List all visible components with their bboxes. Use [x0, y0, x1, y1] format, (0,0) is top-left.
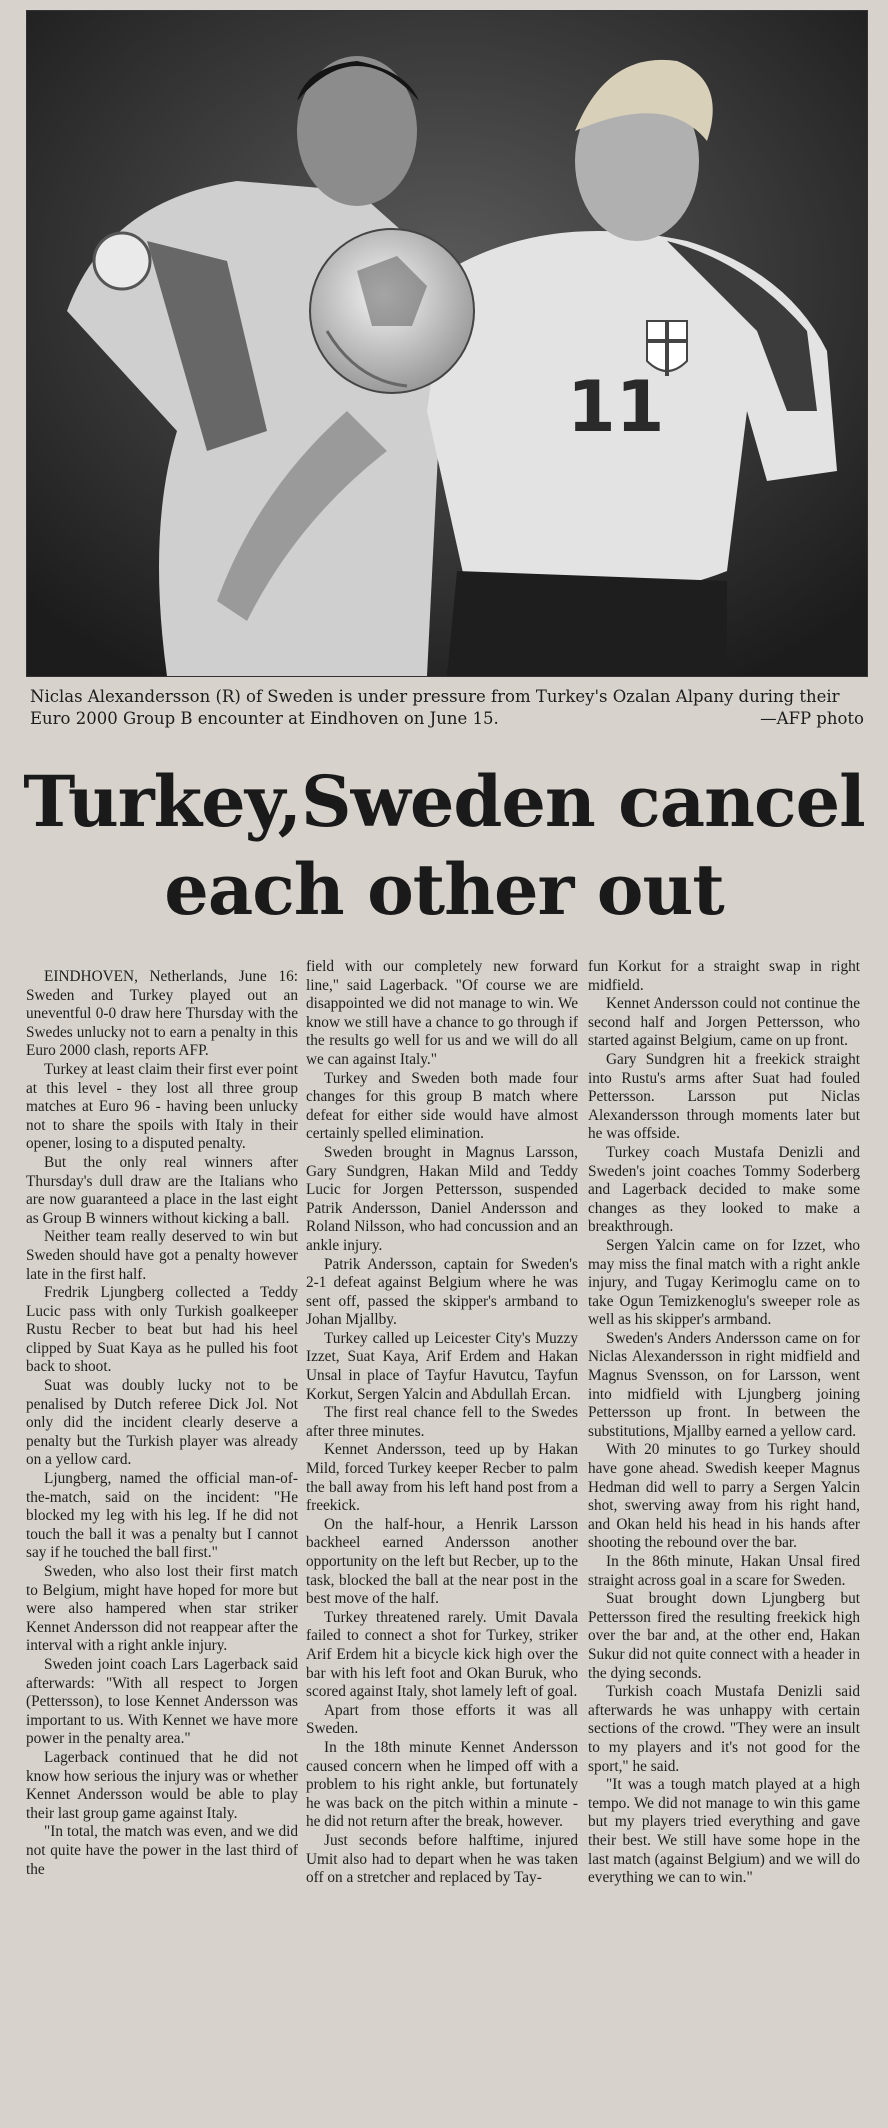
football-players-image [27, 11, 867, 676]
paragraph: Patrik Andersson, captain for Sweden's 2-1 defeat against Belgium where he was sent off, passed the skipper's armband to Johan Mjallby. [306, 1255, 578, 1329]
paragraph: In the 86th minute, Hakan Unsal fired straight across goal in a scare for Sweden. [588, 1553, 860, 1589]
jersey-number: 11 [567, 366, 665, 448]
headline [0, 758, 888, 934]
paragraph: Suat brought down Ljungberg but Pettersson fired the resulting freekick high over the bar and, at the other end, Hakan Sukur did not quite connect with a header in the dying seconds. [588, 1590, 860, 1682]
paragraph: Sweden's Anders Andersson came on for Niclas Alexandersson in right midfield and Magnus Svensson, on for Larsson, went into midfield with Ljungberg joining Pettersson up front. In between the substitutions, Mjallby earned a yellow card. [588, 1329, 860, 1440]
paragraph: The first real chance fell to the Swedes after three minutes. [306, 1404, 578, 1440]
paragraph: But the only real winners after Thursday's dull draw are the Italians who are now guaranteed a place in the last eight as Group B winners without kicking a ball. [26, 1153, 298, 1227]
paragraph: Turkey called up Leicester City's Muzzy Izzet, Suat Kaya, Arif Erdem and Hakan Unsal in place of Tayfur Havutcu, Tayfun Korkut, Sergen Yalcin and Abdullah Ercan. [306, 1329, 578, 1403]
paragraph: Turkish coach Mustafa Denizli said afterwards he was unhappy with certain sections of the crowd. "They were an insult to my players and it's not good for the sport," he said. [588, 1683, 860, 1775]
paragraph: Turkey coach Mustafa Denizli and Sweden's joint coaches Tommy Soderberg and Lagerback decided to make some changes as they looked to make a breakthrough. [588, 1143, 860, 1236]
paragraph: Ljungberg, named the official man-of-the-match, said on the incident: "He blocked my leg with his leg. If he did not touch the ball it was a penalty but I cannot say if he touched the ball first." [26, 1470, 298, 1562]
headline-line-1: Turkey,Sweden cancel [23, 760, 865, 843]
paragraph: "In total, the match was even, and we did not quite have the power in the last third of the [26, 1823, 298, 1878]
paragraph: Sergen Yalcin came on for Izzet, who may miss the final match with a right ankle injury, and Tugay Kerimoglu came on to take Ogun Temizkenoglu's sweeper role as well as his skipper's armband. [588, 1236, 860, 1329]
paragraph: Lagerback continued that he did not know how serious the injury was or whether Kennet Andersson would be able to play their last group game against Italy. [26, 1748, 298, 1822]
paragraph: Kennet Andersson, teed up by Hakan Mild, forced Turkey keeper Recber to palm the ball away from his left hand post from a freekick. [306, 1441, 578, 1515]
caption-text: Niclas Alexandersson (R) of Sweden is under pressure from Turkey's Ozalan Alpany during their Euro 2000 Group B encounter at Eindhoven on June 15. [30, 687, 840, 728]
paragraph: In the 18th minute Kennet Andersson caused concern when he limped off with a problem to his right ankle, but fortunately he was back on the pitch within a minute - he did not return after the break, however. [306, 1738, 578, 1831]
paragraph: Suat was doubly lucky not to be penalised by Dutch referee Dick Jol. Not only did the incident clearly deserve a penalty but the Turkish player was already on a yellow card. [26, 1377, 298, 1469]
paragraph: Sweden joint coach Lars Lagerback said afterwards: "With all respect to Jorgen (Pettersson), to lose Kennet Andersson was important to us. With Kennet we have more power in the penalty area." [26, 1655, 298, 1748]
paragraph: "It was a tough match played at a high tempo. We did not manage to win this game but my players tried everything and gave their best. We still have some hope in the last match (against Belgium) and we will do everything we can to win." [588, 1776, 860, 1887]
paragraph: Apart from those efforts it was all Sweden. [306, 1701, 578, 1738]
paragraph: EINDHOVEN, Netherlands, June 16: Sweden and Turkey played out an uneventful 0-0 draw here Thursday with the Swedes unlucky not to earn a penalty in this Euro 2000 clash, reports AFP. [26, 968, 298, 1060]
paragraph: Neither team really deserved to win but Sweden should have got a penalty however late in the first half. [26, 1228, 298, 1283]
paragraph: fun Korkut for a straight swap in right midfield. [588, 958, 860, 994]
paragraph: Sweden, who also lost their first match to Belgium, might have hoped for more but were also hampered when star striker Kennet Andersson did not reappear after the interval with a right ankle injury. [26, 1563, 298, 1655]
paragraph: Turkey at least claim their first ever point at this level - they lost all three group matches at Euro 96 - having been unlucky not to share the spoils with Italy in their opener, losing to a disputed penalty. [26, 1060, 298, 1153]
paragraph: On the half-hour, a Henrik Larsson backheel earned Andersson another opportunity on the left but Recber, up to the task, blocked the ball at the near post in the best move of the half. [306, 1515, 578, 1608]
paragraph: Turkey and Sweden both made four changes for this group B match where defeat for either side would have almost certainly spelled elimination. [306, 1069, 578, 1143]
photo-caption [30, 686, 864, 730]
paragraph: Sweden brought in Magnus Larsson, Gary Sundgren, Hakan Mild and Teddy Lucic for Jorgen Pettersson, suspended Patrik Andersson, Daniel Andersson and Roland Nilsson, who had concussion and an ankle injury. [306, 1143, 578, 1254]
match-photo [26, 10, 868, 677]
article-column-2 [306, 958, 578, 1888]
headline-line-2: each other out [164, 848, 724, 931]
paragraph: Turkey threatened rarely. Umit Davala failed to connect a shot for Turkey, striker Arif Erdem hit a bicycle kick high over the bar with his left foot and Okan Buruk, who scored against Italy, shot lamely left of goal. [306, 1608, 578, 1701]
paragraph: field with our completely new forward line," said Lagerback. "Of course we are disappointed we did not manage to win. We know we still have a chance to go through if the results go well for us and we will do all we can against Italy." [306, 958, 578, 1068]
paragraph: Gary Sundgren hit a freekick straight into Rustu's arms after Suat had fouled Pettersson. Larsson put Niclas Alexandersson through moments later but he was offside. [588, 1050, 860, 1143]
article-column-3 [588, 958, 860, 1888]
paragraph: Kennet Andersson could not continue the second half and Jorgen Pettersson, who started against Belgium, came on up front. [588, 995, 860, 1050]
paragraph: Just seconds before halftime, injured Umit also had to depart when he was taken off on a stretcher and replaced by Tay- [306, 1831, 578, 1887]
paragraph: Fredrik Ljungberg collected a Teddy Lucic pass with only Turkish goalkeeper Rustu Recber to beat but had his heel clipped by Suat Kaya as he pulled his foot back to shoot. [26, 1284, 298, 1376]
article-column-1 [26, 968, 298, 1879]
photo-credit: —AFP photo [760, 709, 864, 728]
paragraph: With 20 minutes to go Turkey should have gone ahead. Swedish keeper Magnus Hedman did well to parry a Sergen Yalcin shot, swerving away from his right hand, and Okan held his head in his hands after shooting the rebound over the bar. [588, 1441, 860, 1552]
